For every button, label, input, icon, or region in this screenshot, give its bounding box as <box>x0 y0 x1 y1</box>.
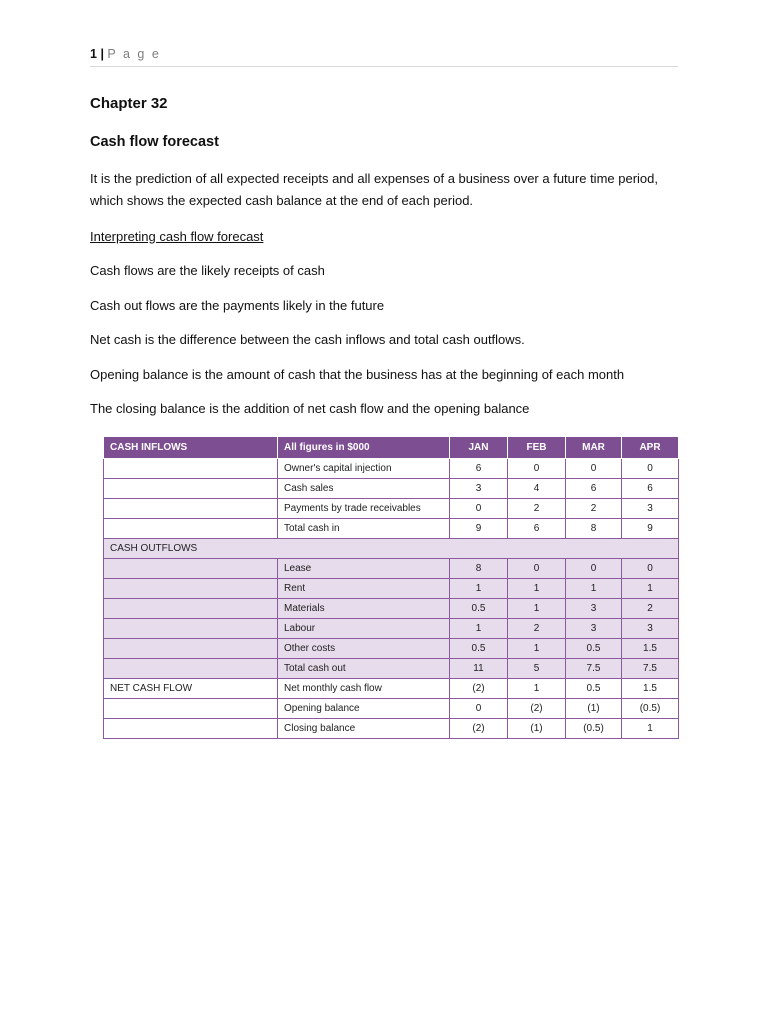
table-header-row <box>104 437 679 459</box>
point-opening-balance: Opening balance is the amount of cash that the business has at the beginning of each month <box>90 367 625 382</box>
cell-value: 0 <box>508 559 566 579</box>
cell-value: 0 <box>622 459 679 479</box>
cell-value: 2 <box>508 499 566 519</box>
row-label: Opening balance <box>278 699 450 719</box>
cell-value: 9 <box>450 519 508 539</box>
cell-value: 1 <box>508 639 566 659</box>
point-closing-balance: The closing balance is the addition of net cash flow and the opening balance <box>90 401 530 416</box>
page-number: 1 <box>90 47 97 61</box>
cell-value: 3 <box>566 599 622 619</box>
table-row <box>104 679 679 699</box>
cell-value: 0.5 <box>450 639 508 659</box>
cell-value: 0 <box>508 459 566 479</box>
cell-value: 2 <box>508 619 566 639</box>
table-row <box>104 579 679 599</box>
header-apr: APR <box>622 437 679 459</box>
cell-value: 3 <box>622 499 679 519</box>
cell-value: 1 <box>508 599 566 619</box>
row-label: Materials <box>278 599 450 619</box>
cell-value: 2 <box>622 599 679 619</box>
point-cash-inflows: Cash flows are the likely receipts of cash <box>90 263 325 278</box>
table-row <box>104 459 679 479</box>
row-label: Closing balance <box>278 719 450 739</box>
cell-value: 1 <box>622 719 679 739</box>
cell-value: 8 <box>566 519 622 539</box>
cell-value: 9 <box>622 519 679 539</box>
cell-value: 7.5 <box>566 659 622 679</box>
cell-value: 2 <box>566 499 622 519</box>
cell-value: 0 <box>450 499 508 519</box>
header-cash-inflows: CASH INFLOWS <box>104 437 278 459</box>
cell-value: (1) <box>566 699 622 719</box>
cell-value: 11 <box>450 659 508 679</box>
row-label: Lease <box>278 559 450 579</box>
page-separator: | <box>100 47 104 61</box>
cell-value: 1 <box>450 579 508 599</box>
cell-value: 5 <box>508 659 566 679</box>
cell-value: 0 <box>450 699 508 719</box>
cell-value: 0.5 <box>566 679 622 699</box>
point-net-cash: Net cash is the difference between the cash inflows and total cash outflows. <box>90 332 525 347</box>
cell-value: (2) <box>450 719 508 739</box>
cell-value: (2) <box>450 679 508 699</box>
row-label: Owner's capital injection <box>278 459 450 479</box>
point-cash-outflows: Cash out flows are the payments likely in the future <box>90 298 385 313</box>
table-row <box>104 499 679 519</box>
row-label: Other costs <box>278 639 450 659</box>
row-label: Rent <box>278 579 450 599</box>
section-label: CASH OUTFLOWS <box>104 539 679 559</box>
cell-value: 1 <box>450 619 508 639</box>
table-row <box>104 639 679 659</box>
header-jan: JAN <box>450 437 508 459</box>
cell-value: 3 <box>450 479 508 499</box>
table-row <box>104 479 679 499</box>
table-row <box>104 659 679 679</box>
chapter-title: Chapter 32 <box>90 95 168 112</box>
cell-value: 0 <box>622 559 679 579</box>
cash-flow-table <box>103 436 679 739</box>
cell-value: 6 <box>508 519 566 539</box>
row-label: Net monthly cash flow <box>278 679 450 699</box>
table-row <box>104 599 679 619</box>
interpreting-heading: Interpreting cash flow forecast <box>90 229 264 244</box>
table-row <box>104 699 679 719</box>
row-label: Cash sales <box>278 479 450 499</box>
cell-value: (1) <box>508 719 566 739</box>
cell-value: 1 <box>508 679 566 699</box>
page-header <box>90 47 678 67</box>
definition-paragraph: It is the prediction of all expected receipts and all expenses of a business over a future time period, which shows the expected cash balance at the end of each period. <box>90 171 658 208</box>
cell-value: 6 <box>450 459 508 479</box>
cell-value: 0 <box>566 559 622 579</box>
table-row <box>104 719 679 739</box>
section-label-net-cash-flow: NET CASH FLOW <box>104 679 278 699</box>
cell-value: 6 <box>566 479 622 499</box>
header-mar: MAR <box>566 437 622 459</box>
cell-value: 0.5 <box>450 599 508 619</box>
row-label: Payments by trade receivables <box>278 499 450 519</box>
header-feb: FEB <box>508 437 566 459</box>
section-row-cash-outflows <box>104 539 679 559</box>
table-row <box>104 619 679 639</box>
cell-value: 6 <box>622 479 679 499</box>
cell-value: 7.5 <box>622 659 679 679</box>
page-word: P a g e <box>107 47 161 61</box>
cell-value: 4 <box>508 479 566 499</box>
cell-value: 1 <box>566 579 622 599</box>
cell-value: 0.5 <box>566 639 622 659</box>
row-label: Labour <box>278 619 450 639</box>
cell-value: 3 <box>622 619 679 639</box>
cell-value: (0.5) <box>622 699 679 719</box>
cell-value: (2) <box>508 699 566 719</box>
cell-value: 1.5 <box>622 639 679 659</box>
section-title: Cash flow forecast <box>90 134 219 150</box>
cell-value: 1.5 <box>622 679 679 699</box>
cell-value: 0 <box>566 459 622 479</box>
cell-value: 1 <box>622 579 679 599</box>
cell-value: 3 <box>566 619 622 639</box>
row-label: Total cash in <box>278 519 450 539</box>
header-figures-note: All figures in $000 <box>278 437 450 459</box>
cell-value: 1 <box>508 579 566 599</box>
table-row <box>104 559 679 579</box>
cell-value: (0.5) <box>566 719 622 739</box>
cell-value: 8 <box>450 559 508 579</box>
row-label: Total cash out <box>278 659 450 679</box>
table-row <box>104 519 679 539</box>
